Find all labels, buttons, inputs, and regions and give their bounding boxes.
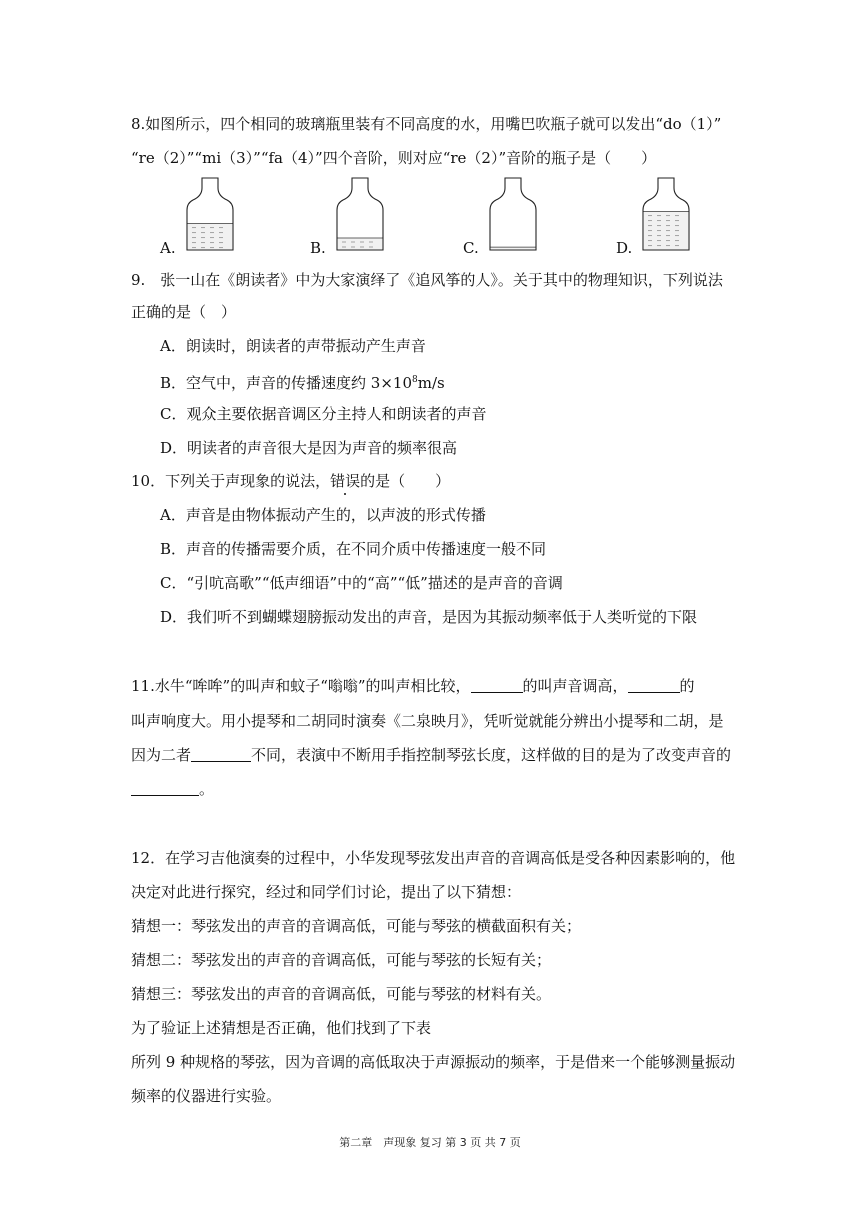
q12-line-8: 频率的仪器进行实验。 [131, 1087, 282, 1105]
q8-option-d-label: D. [616, 239, 633, 257]
bottle-icon [334, 176, 386, 254]
q12-line-1: 12．在学习吉他演奏的过程中，小华发现琴弦发出声音的音调高低是受各种因素影响的，他 [131, 849, 736, 867]
q10-option-a[interactable]: A．声音是由物体振动产生的，以声波的形式传播 [160, 506, 486, 524]
q11-text-3a: 因为二者 [131, 746, 192, 764]
q10-option-c[interactable]: C．“引吭高歌”“低声细语”中的“高”“低”描述的是声音的音调 [160, 574, 563, 592]
q8-options [0, 176, 860, 262]
q11-blank-1[interactable] [471, 676, 523, 693]
q11-text-4: 。 [199, 780, 215, 798]
q11-line-2: 叫声响度大。用小提琴和二胡同时演奏《二泉映月》，凭听觉就能分辨出小提琴和二胡，是 [131, 712, 724, 730]
q12-guess-3: 猜想三：琴弦发出的声音的音调高低，可能与琴弦的材料有关。 [131, 985, 552, 1003]
q12-guess-2: 猜想二：琴弦发出的声音的音调高低，可能与琴弦的长短有关； [131, 951, 552, 969]
q12-guess-1: 猜想一：琴弦发出的声音的音调高低，可能与琴弦的横截面积有关； [131, 917, 582, 935]
q10-stem-emphasis: 错误 [330, 472, 361, 490]
q11-line-4 [131, 779, 214, 799]
q10-stem-post: 的是（ ） [360, 472, 451, 490]
q11-text-1b: 的叫声音调高， [522, 677, 628, 695]
q12-line-2: 决定对此进行探究，经过和同学们讨论，提出了以下猜想： [131, 883, 522, 901]
q9-line-2: 正确的是（ ） [131, 303, 237, 321]
q11-text-1a: 11.水牛“哞哞”的叫声和蚊子“嗡嗡”的叫声相比较， [131, 677, 471, 695]
q12-line-7: 所列 9 种规格的琴弦，因为音调的高低取决于声源振动的频率，于是借来一个能够测量振动 [131, 1053, 736, 1071]
q12-line-6: 为了验证上述猜想是否正确，他们找到了下表 [131, 1019, 432, 1037]
q11-line-3 [131, 745, 731, 765]
q8-option-b-label: B. [310, 239, 326, 257]
q11-blank-2[interactable] [628, 676, 680, 693]
q9-option-b-exponent: 8 [412, 375, 418, 385]
q11-blank-4[interactable] [131, 779, 199, 796]
q10-option-d[interactable]: D．我们听不到蝴蝶翅膀振动发出的声音，是因为其振动频率低于人类听觉的下限 [160, 608, 698, 626]
q9-option-b-text: B．空气中，声音的传播速度约 3×10 [160, 374, 412, 392]
q8-option-a-label: A. [160, 239, 176, 257]
bottle-icon [184, 176, 236, 254]
page-footer: 第二章 声现象 复习 第 3 页 共 7 页 [339, 1136, 521, 1149]
q9-option-b-unit: m/s [417, 374, 445, 392]
q10-stem-pre: 10．下列关于声现象的说法， [131, 472, 331, 490]
bottle-icon [640, 176, 692, 254]
bottle-icon [487, 176, 539, 254]
q9-option-c[interactable]: C．观众主要依据音调区分主持人和朗读者的声音 [160, 405, 487, 423]
q8-option-c-label: C. [463, 239, 479, 257]
q9-option-d[interactable]: D．明读者的声音很大是因为声音的频率很高 [160, 439, 458, 457]
bottle-outline [490, 178, 536, 250]
q11-blank-3[interactable] [191, 745, 251, 762]
q10-line-1 [131, 471, 450, 491]
q9-option-a[interactable]: A．朗读时，朗读者的声带振动产生声音 [160, 337, 426, 355]
q9-option-b[interactable] [160, 370, 445, 393]
q11-text-3b: 不同，表演中不断用手指控制琴弦长度，这样做的目的是为了改变声音的 [251, 746, 732, 764]
q9-line-1: 9. 张一山在《朗读者》中为大家演绎了《追风筝的人》。关于其中的物理知识，下列说法 [131, 271, 723, 289]
q11-line-1 [131, 676, 695, 696]
q8-line-2: “re（2）”“mi（3）”“fa（4）”四个音阶，则对应“re（2）”音阶的瓶子是（ ） [131, 149, 657, 167]
q10-option-b[interactable]: B．声音的传播需要介质，在不同介质中传播速度一般不同 [160, 540, 547, 558]
q11-text-1c: 的 [679, 677, 695, 695]
bottle-water [338, 238, 382, 250]
q8-line-1: 8.如图所示，四个相同的玻璃瓶里装有不同高度的水，用嘴巴吹瓶子就可以发出“do（1）” [131, 115, 722, 133]
